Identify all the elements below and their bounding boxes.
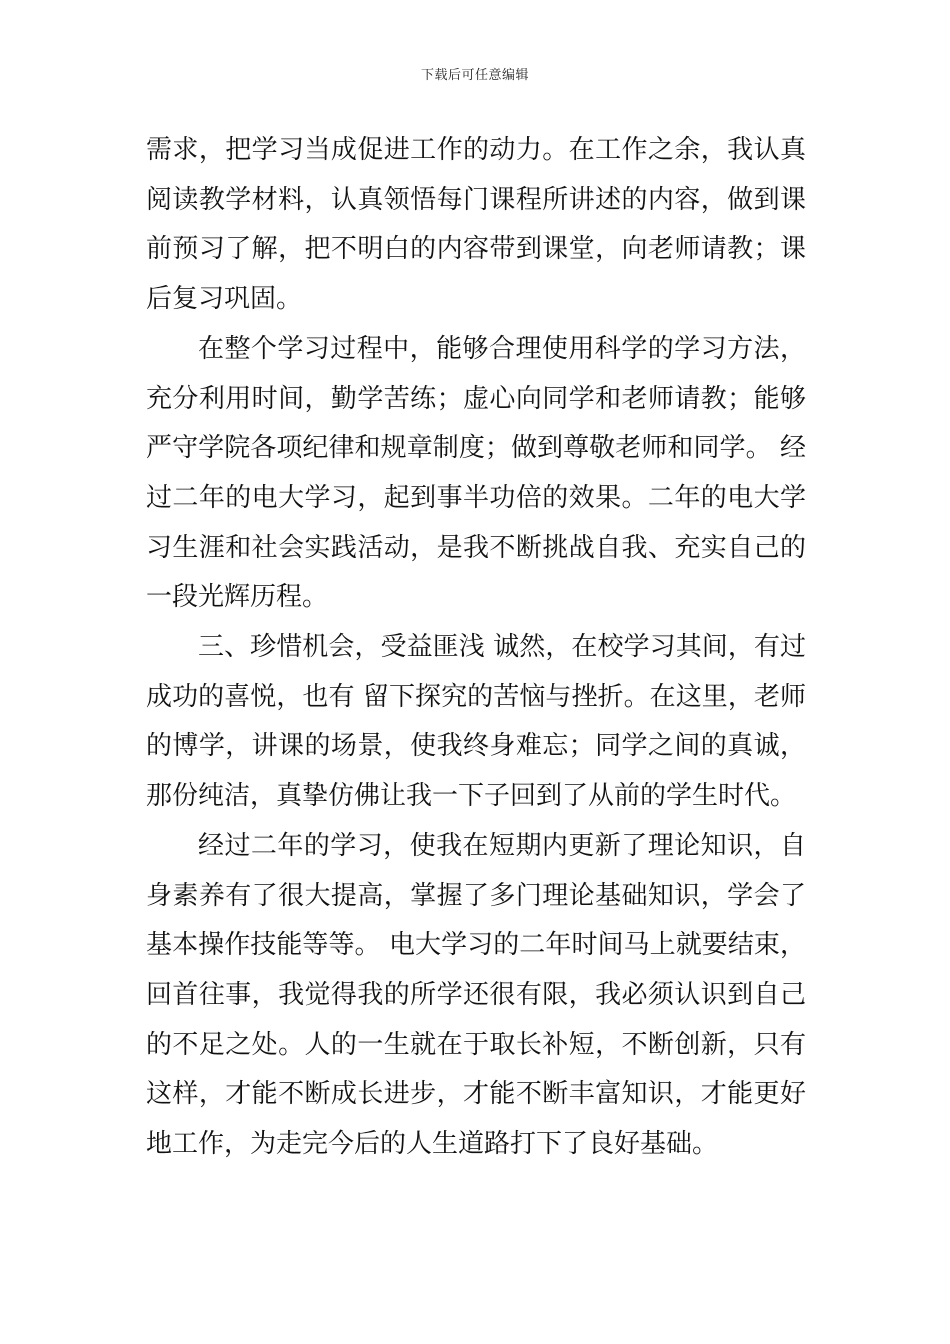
paragraph-1: 需求，把学习当成促进工作的动力。在工作之余，我认真阅读教学材料，认真领悟每门课程所讲述的内容，做到课前预习了解，把不明白的内容带到课堂，向老师请教；课后复习巩固。: [146, 135, 806, 315]
page-header: 下载后可任意编辑: [420, 68, 529, 83]
paragraph-2: 在整个学习过程中，能够合理使用科学的学习方法，充分利用时间，勤学苦练；虚心向同学和老师请教；能够严守学院各项纪律和规章制度；做到尊敬老师和同学。 经过二年的电大学习，起到事半功倍的效果。二年的电大学习生涯和社会实践活动，是我不断挑战自我、充实自己的一段光辉历程。: [146, 333, 806, 613]
paragraph-4: 经过二年的学习，使我在短期内更新了理论知识，自身素养有了很大提高，掌握了多门理论基础知识，学会了基本操作技能等等。 电大学习的二年时间马上就要结束，回首往事，我觉得我的所学还很有限，我必须认识到自己的不足之处。人的一生就在于取长补短，不断创新，只有这样，才能不断成长进步，才能不断丰富知识，才能更好地工作，为走完今后的人生道路打下了良好基础。: [146, 830, 806, 1160]
paragraph-3: 三、珍惜机会，受益匪浅 诚然，在校学习其间，有过成功的喜悦，也有 留下探究的苦恼与挫折。在这里，老师的博学，讲课的场景，使我终身难忘；同学之间的真诚，那份纯洁，真挚仿佛让我一下子回到了从前的学生时代。: [146, 632, 806, 812]
document-body: [146, 126, 806, 1170]
